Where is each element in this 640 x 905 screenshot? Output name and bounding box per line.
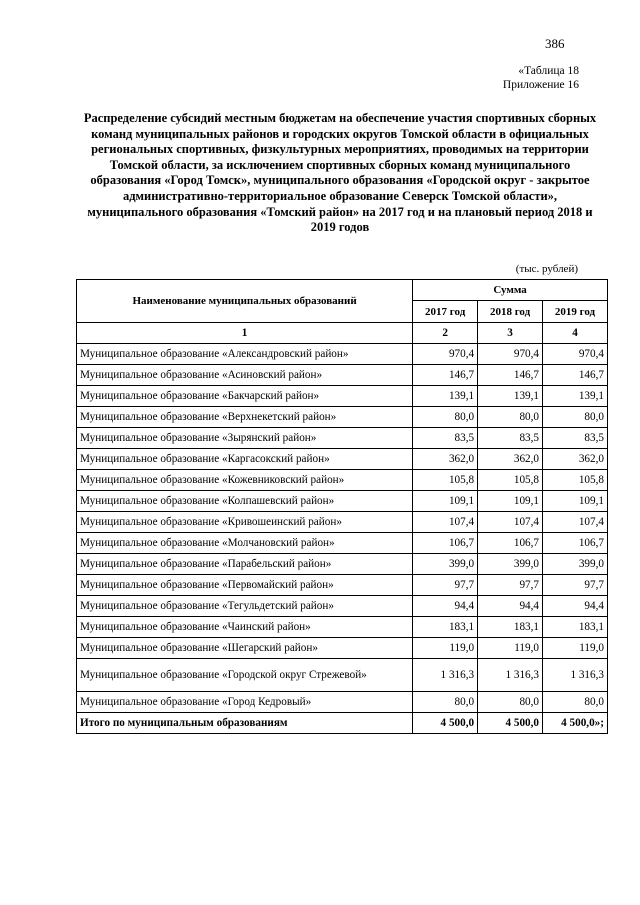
row-name: Муниципальное образование «Городской округ Стрежевой» — [77, 659, 413, 692]
row-value-2017: 109,1 — [413, 491, 478, 512]
row-value-2019: 105,8 — [543, 470, 608, 491]
table-row — [77, 386, 608, 407]
total-row — [77, 713, 608, 734]
row-value-2017: 183,1 — [413, 617, 478, 638]
caption-appendix-label: Приложение 16 — [502, 79, 579, 91]
row-name: Муниципальное образование «Тегульдетский район» — [77, 596, 413, 617]
table-row — [77, 554, 608, 575]
column-number-4: 4 — [543, 323, 608, 344]
row-value-2019: 107,4 — [543, 512, 608, 533]
row-value-2018: 107,4 — [478, 512, 543, 533]
column-number-3: 3 — [478, 323, 543, 344]
row-value-2019: 109,1 — [543, 491, 608, 512]
row-value-2018: 80,0 — [478, 407, 543, 428]
row-value-2019: 362,0 — [543, 449, 608, 470]
row-value-2017: 80,0 — [413, 407, 478, 428]
table-caption — [503, 64, 579, 92]
row-value-2017: 97,7 — [413, 575, 478, 596]
row-name: Муниципальное образование «Чаинский район» — [77, 617, 413, 638]
row-value-2017: 970,4 — [413, 344, 478, 365]
row-value-2018: 139,1 — [478, 386, 543, 407]
row-value-2019: 1 316,3 — [543, 659, 608, 692]
row-value-2017: 362,0 — [413, 449, 478, 470]
header-sum: Сумма — [413, 280, 608, 301]
row-name: Муниципальное образование «Бакчарский район» — [77, 386, 413, 407]
table-row — [77, 449, 608, 470]
document-title: Распределение субсидий местным бюджетам на обеспечение участия спортивных сборных команд муниципальных районов и городских округов Томской области в официальных региональных спортивных, физкультурных мероприятиях, проводимых на территории Томской области, за исключением спортивных сборных команд муниципального образования «Город Томск», муниципального образования «Городской округ - закрытое административно-территориальное образование Северск Томской области», муниципального образования «Томский район» на 2017 год и на плановый период 2018 и 2019 годов — [83, 111, 597, 235]
row-name: Муниципальное образование «Кривошеинский район» — [77, 512, 413, 533]
header-year-2018: 2018 год — [478, 301, 543, 323]
row-value-2017: 146,7 — [413, 365, 478, 386]
row-value-2018: 119,0 — [478, 638, 543, 659]
row-name: Муниципальное образование «Молчановский район» — [77, 533, 413, 554]
row-value-2018: 183,1 — [478, 617, 543, 638]
row-name: Муниципальное образование «Парабельский район» — [77, 554, 413, 575]
row-value-2018: 146,7 — [478, 365, 543, 386]
row-name: Муниципальное образование «Верхнекетский район» — [77, 407, 413, 428]
row-value-2017: 80,0 — [413, 692, 478, 713]
row-value-2019: 399,0 — [543, 554, 608, 575]
table-row — [77, 407, 608, 428]
caption-table-label: «Таблица 18 — [518, 65, 579, 77]
row-name: Муниципальное образование «Каргасокский район» — [77, 449, 413, 470]
table-row — [77, 659, 608, 692]
column-number-1: 1 — [77, 323, 413, 344]
row-value-2019: 119,0 — [543, 638, 608, 659]
row-name: Муниципальное образование «Кожевниковский район» — [77, 470, 413, 491]
row-value-2019: 146,7 — [543, 365, 608, 386]
row-value-2018: 105,8 — [478, 470, 543, 491]
row-value-2018: 83,5 — [478, 428, 543, 449]
column-number-2: 2 — [413, 323, 478, 344]
table-row — [77, 533, 608, 554]
header-year-2019: 2019 год — [543, 301, 608, 323]
row-value-2019: 970,4 — [543, 344, 608, 365]
row-value-2017: 139,1 — [413, 386, 478, 407]
row-value-2017: 1 316,3 — [413, 659, 478, 692]
row-name: Муниципальное образование «Александровский район» — [77, 344, 413, 365]
page-number: 386 — [545, 36, 565, 51]
row-name: Муниципальное образование «Город Кедровый» — [77, 692, 413, 713]
table-row — [77, 470, 608, 491]
row-value-2018: 106,7 — [478, 533, 543, 554]
table-row — [77, 344, 608, 365]
row-value-2017: 399,0 — [413, 554, 478, 575]
row-value-2019: 183,1 — [543, 617, 608, 638]
row-value-2018: 399,0 — [478, 554, 543, 575]
row-value-2017: 107,4 — [413, 512, 478, 533]
row-value-2019: 139,1 — [543, 386, 608, 407]
total-2017: 4 500,0 — [413, 713, 478, 734]
units-label: (тыс. рублей) — [515, 263, 578, 275]
row-value-2018: 94,4 — [478, 596, 543, 617]
table-row — [77, 512, 608, 533]
total-label: Итого по муниципальным образованиям — [77, 713, 413, 734]
table-row — [77, 692, 608, 713]
row-name: Муниципальное образование «Асиновский район» — [77, 365, 413, 386]
row-value-2019: 106,7 — [543, 533, 608, 554]
table-row — [77, 575, 608, 596]
row-value-2017: 119,0 — [413, 638, 478, 659]
table-row — [77, 617, 608, 638]
row-name: Муниципальное образование «Шегарский район» — [77, 638, 413, 659]
row-value-2018: 970,4 — [478, 344, 543, 365]
row-value-2017: 83,5 — [413, 428, 478, 449]
header-name: Наименование муниципальных образований — [77, 280, 413, 323]
row-value-2018: 97,7 — [478, 575, 543, 596]
row-value-2019: 94,4 — [543, 596, 608, 617]
table-row — [77, 596, 608, 617]
subsidy-table — [76, 279, 608, 734]
row-name: Муниципальное образование «Первомайский район» — [77, 575, 413, 596]
row-value-2018: 109,1 — [478, 491, 543, 512]
table-row — [77, 428, 608, 449]
row-value-2017: 94,4 — [413, 596, 478, 617]
row-value-2017: 105,8 — [413, 470, 478, 491]
row-value-2017: 106,7 — [413, 533, 478, 554]
row-value-2018: 1 316,3 — [478, 659, 543, 692]
row-value-2018: 362,0 — [478, 449, 543, 470]
table-row — [77, 365, 608, 386]
table-row — [77, 638, 608, 659]
row-value-2019: 83,5 — [543, 428, 608, 449]
row-name: Муниципальное образование «Колпашевский район» — [77, 491, 413, 512]
table-row — [77, 491, 608, 512]
row-value-2019: 97,7 — [543, 575, 608, 596]
total-2018: 4 500,0 — [478, 713, 543, 734]
row-value-2019: 80,0 — [543, 692, 608, 713]
row-name: Муниципальное образование «Зырянский район» — [77, 428, 413, 449]
header-year-2017: 2017 год — [413, 301, 478, 323]
row-value-2018: 80,0 — [478, 692, 543, 713]
total-2019: 4 500,0»; — [543, 713, 608, 734]
row-value-2019: 80,0 — [543, 407, 608, 428]
